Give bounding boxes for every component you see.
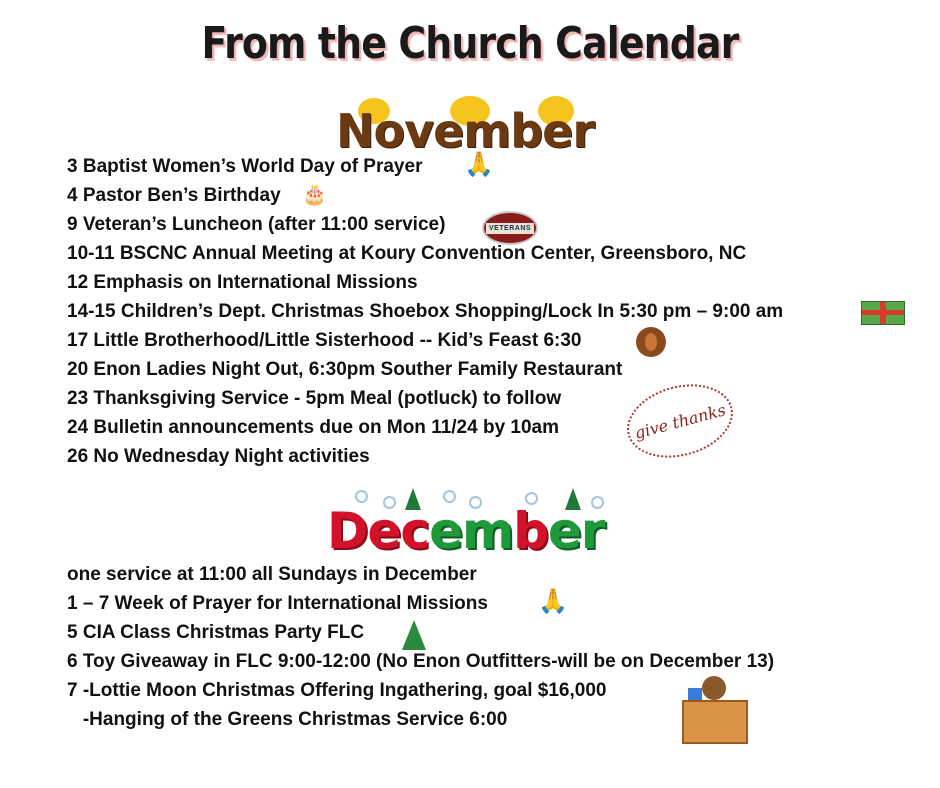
november-heading-text: November: [336, 104, 595, 158]
christmas-tree-icon: [402, 620, 426, 650]
give-thanks-icon: give thanks: [619, 373, 741, 469]
december-heading: [325, 488, 615, 560]
december-item-4: 6 Toy Giveaway in FLC 9:00-12:00 (No Enon Outfitters-will be on December 13): [67, 651, 775, 672]
toy-box-icon: [682, 700, 748, 744]
november-item-10: 24 Bulletin announcements due on Mon 11/24 by 10am: [67, 417, 560, 438]
december-item-3: 5 CIA Class Christmas Party FLC: [67, 622, 365, 643]
november-item-7: 17 Little Brotherhood/Little Sisterhood -- Kid’s Feast 6:30: [67, 330, 582, 351]
november-item-3: 9 Veteran’s Luncheon (after 11:00 service): [67, 214, 446, 235]
november-item-9: 23 Thanksgiving Service - 5pm Meal (potluck) to follow: [67, 388, 562, 409]
praying-hands-icon: 🙏: [464, 151, 494, 178]
birthday-cake-icon: 🎂: [302, 184, 327, 206]
december-heading-text: December: [327, 502, 605, 560]
turkey-icon: [636, 327, 666, 357]
november-item-4: 10-11 BSCNC Annual Meeting at Koury Convention Center, Greensboro, NC: [67, 243, 747, 264]
november-item-5: 12 Emphasis on International Missions: [67, 272, 418, 293]
gift-box-icon: [861, 301, 905, 325]
december-item-5: 7 -Lottie Moon Christmas Offering Ingathering, goal $16,000: [67, 680, 607, 701]
november-item-6: 14-15 Children’s Dept. Christmas Shoebox Shopping/Lock In 5:30 pm – 9:00 am: [67, 301, 784, 322]
december-item-1: one service at 11:00 all Sundays in December: [67, 564, 477, 585]
november-item-2: 4 Pastor Ben’s Birthday: [67, 185, 281, 206]
december-item-6: -Hanging of the Greens Christmas Service 6:00: [67, 709, 508, 730]
page-title: From the Church Calendar: [201, 18, 739, 69]
december-item-2: 1 – 7 Week of Prayer for International Missions: [67, 593, 488, 614]
praying-hands-icon: 🙏: [538, 588, 568, 615]
november-item-1: 3 Baptist Women’s World Day of Prayer: [67, 156, 423, 177]
november-item-11: 26 No Wednesday Night activities: [67, 446, 370, 467]
november-item-8: 20 Enon Ladies Night Out, 6:30pm Souther Family Restaurant: [67, 359, 623, 380]
november-heading: [330, 96, 610, 158]
veterans-badge-icon: VETERANS: [482, 211, 538, 245]
